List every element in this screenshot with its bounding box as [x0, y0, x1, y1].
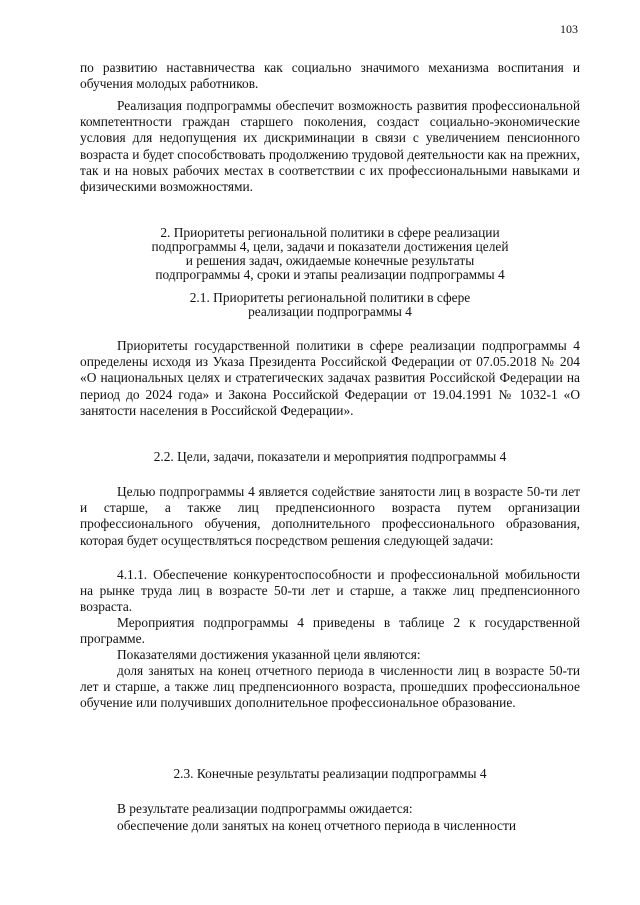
heading-line: реализации подпрограммы 4	[248, 304, 412, 319]
paragraph-expected-results: В результате реализации подпрограммы ожидается:	[117, 801, 413, 816]
paragraph-priorities: Приоритеты государственной политики в сфере реализации подпрограммы 4 определены исходя из Указа Президента Российской Федерации от 07.05.2018 № 204 «О национальных целях и стратегических задачах развития Российской Федерации на период до 2024 года» и Закона Российской Федерации от 19.04.1991 № 1032-1 «О занятости населения в Российской Федерации».	[80, 338, 580, 418]
paragraph-goal: Целью подпрограммы 4 является содействие занятости лиц в возрасте 50-ти лет и старше, а также лиц предпенсионного возраста путем организации профессионального обучения, дополнительного профессионального образования, которая будет осуществляться посредством решения следующей задачи:	[80, 484, 580, 548]
paragraph-indicators-intro: Показателями достижения указанной цели являются:	[117, 647, 421, 662]
heading-section-2-1	[80, 291, 580, 319]
paragraph-task-4-1-1: 4.1.1. Обеспечение конкурентоспособности и профессиональной мобильности на рынке труда лиц в возрасте 50-ти лет и старше, а также лиц предпенсионного возраста.	[80, 567, 580, 615]
heading-section-2	[80, 226, 580, 282]
paragraph-indicator: доля занятых на конец отчетного периода в численности лиц в возрасте 50-ти лет и старше, а также лиц предпенсионного возраста, прошедших профессиональное обучение или получивших дополнительное профессиональное образование.	[80, 663, 580, 711]
heading-section-2-3: 2.3. Конечные результаты реализации подпрограммы 4	[173, 766, 487, 781]
heading-section-2-2: 2.2. Цели, задачи, показатели и мероприятия подпрограммы 4	[153, 449, 507, 464]
paragraph-activities: Мероприятия подпрограммы 4 приведены в таблице 2 к государственной программе.	[80, 615, 580, 647]
paragraph-mentorship: по развитию наставничества как социально значимого механизма воспитания и обучения молодых работников.	[80, 60, 580, 92]
page-number: 103	[560, 22, 578, 36]
paragraph-implementation-effects: Реализация подпрограммы обеспечит возможность развития профессиональной компетентности граждан старшего поколения, создаст социально-экономические условия для недопущения их дискриминации в связи с увеличением пенсионного возраста и будет способствовать продолжению трудовой деятельности как на прежних, так и на новых рабочих местах в соответствии с их профессиональными навыками и физическими возможностями.	[80, 98, 580, 195]
heading-line: подпрограммы 4, сроки и этапы реализации подпрограммы 4	[155, 267, 505, 282]
heading-line: 2. Приоритеты региональной политики в сфере реализации	[160, 225, 500, 240]
heading-line: 2.1. Приоритеты региональной политики в сфере	[189, 290, 471, 305]
heading-line: и решения задач, ожидаемые конечные результаты	[185, 253, 475, 268]
heading-line: подпрограммы 4, цели, задачи и показатели достижения целей	[151, 239, 509, 254]
paragraph-share-of-employed: обеспечение доли занятых на конец отчетного периода в численности	[117, 818, 517, 833]
